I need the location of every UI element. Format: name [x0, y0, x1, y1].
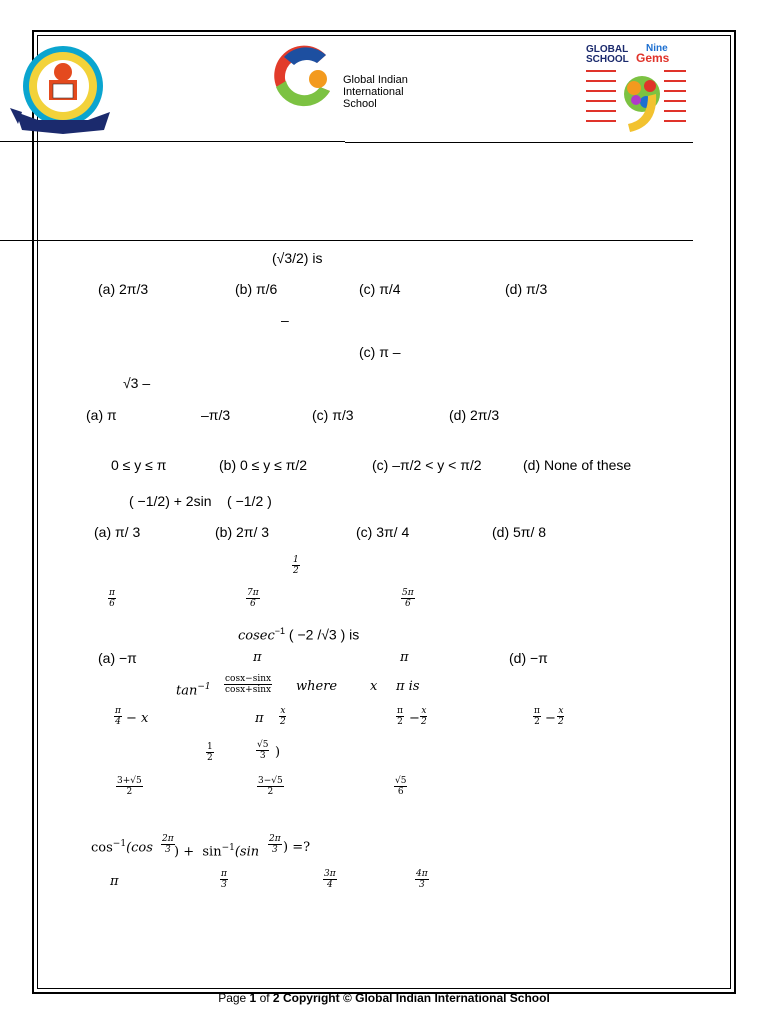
question-4-option-a: (a) π/ 3 [94, 524, 141, 540]
cosec-label: cosec [238, 628, 275, 644]
q7-b-x-over-2: $\frac{x}{2}$ [280, 706, 286, 727]
question-6-stem [238, 623, 359, 645]
cosec-rest: ( −2 /√3 ) is [285, 626, 360, 643]
q8-option-a: $\frac{3+√5}{2}$ [117, 776, 142, 797]
q7-c-pi-over-2: $\frac{\pi}{2}$ [397, 706, 403, 727]
question-1-option-a: (a) 2π/3 [98, 281, 149, 297]
q9-option-a: π [110, 874, 119, 889]
question-2-option-c: (c) π/3 [312, 407, 354, 423]
cosec-inverse-sup: −1 [274, 626, 286, 636]
q7-d-pi-over-2: $\frac{\pi}{2}$ [534, 706, 540, 727]
q8-root5-over-3: $\frac{√5}{3}$ [257, 740, 269, 761]
footer-page-total: 2 [272, 991, 280, 1005]
q7-c-x-over-2: $\frac{x}{2}$ [421, 706, 427, 727]
q9-cos-arg: (cos [126, 840, 153, 856]
question-2-option-d: (d) 2π/3 [449, 407, 500, 423]
q7-b-pi: π [255, 711, 264, 726]
where-text: where [296, 679, 338, 694]
q7-a-pi-over-4: $\frac{\pi}{4}$ [115, 706, 121, 727]
question-4-option-b: (b) 2π/ 3 [215, 524, 270, 540]
q8-option-c: $\frac{√5}{6}$ [395, 776, 407, 797]
dash-text: – [281, 312, 289, 328]
q8-close-paren: ) [275, 745, 281, 760]
q9-equals-question: ) =? [283, 840, 311, 855]
question-1-option-c: (c) π/4 [359, 281, 401, 297]
q9-stem-middle [174, 840, 259, 860]
footer-of: of [256, 991, 273, 1005]
q9-option-b: $\frac{\pi}{3}$ [221, 869, 227, 890]
question-4-stem: ( −1/2) + 2sin ( −1/2 ) [129, 493, 272, 509]
footer-page-number: 1 [249, 991, 257, 1005]
question-1-option-d: (d) π/3 [505, 281, 548, 297]
fraction-half: $\frac{1}{2}$ [293, 555, 299, 576]
tan-label [176, 679, 211, 699]
fraction-7pi-over-6: $\frac{7\pi}{6}$ [247, 588, 259, 609]
option-c-fragment: (c) π – [359, 344, 401, 360]
q9-cos: cos [91, 840, 113, 856]
footer-page-label: Page [218, 991, 250, 1005]
x-variable: x [370, 679, 378, 694]
q8-half: $\frac{1}{2}$ [207, 742, 213, 763]
school-name-line2: International [343, 86, 404, 98]
question-6-option-d: (d) −π [509, 650, 548, 666]
tan-text: tan [176, 683, 198, 699]
question-6-option-b: π [253, 650, 262, 665]
page-footer [0, 991, 768, 1005]
q7-d-minus: − [545, 711, 556, 726]
q9-plus-sin: ) + sin [174, 844, 222, 860]
fraction-pi-over-6: $\frac{\pi}{6}$ [109, 588, 115, 609]
q7-c-minus: − [409, 711, 420, 726]
question-6-option-a: (a) −π [98, 650, 137, 666]
footer-copyright: Copyright © Global Indian International School [279, 991, 550, 1005]
question-3-option-a: 0 ≤ y ≤ π [111, 457, 167, 473]
question-4-option-d: (d) 5π/ 8 [492, 524, 547, 540]
header-rule-bottom [0, 240, 693, 241]
fraction-cosx: $\frac{\cos x-\sin x}{\cos x+\sin x}$ [225, 674, 272, 695]
q9-option-c: $\frac{3\pi}{4}$ [324, 869, 336, 890]
fraction-5pi-over-6: $\frac{5\pi}{6}$ [402, 588, 414, 609]
question-1-stem: (√3/2) is [272, 250, 323, 266]
q9-option-d: $\frac{4\pi}{3}$ [416, 869, 428, 890]
header-rule-top-right [345, 142, 693, 143]
school-name-line1: Global Indian [343, 74, 408, 86]
question-4-option-c: (c) 3π/ 4 [356, 524, 410, 540]
svg-text:GLOBAL: GLOBAL [586, 44, 629, 55]
question-3-option-c: (c) –π/2 < y < π/2 [372, 457, 482, 473]
q9-cos-sup: −1 [112, 839, 127, 849]
nine-gems-logo [584, 40, 690, 138]
question-2-option-a: (a) π [86, 407, 117, 423]
question-2-option-b: –π/3 [201, 407, 231, 423]
q9-sin-arg: (sin [234, 844, 260, 860]
question-6-option-c: π [400, 650, 409, 665]
q9-sin-sup: −1 [221, 843, 235, 853]
question-3-option-b: (b) 0 ≤ y ≤ π/2 [219, 457, 308, 473]
cbse-seal-logo [8, 42, 114, 138]
school-logo-icon [270, 43, 340, 111]
header-rule-top [0, 141, 345, 142]
question-9-stem [91, 836, 153, 860]
q9-2pi-over-3-a: $\frac{2\pi}{3}$ [162, 834, 174, 855]
svg-text:SCHOOL: SCHOOL [586, 54, 629, 65]
sqrt3-fragment: √3 – [123, 375, 151, 391]
question-3-option-d: (d) None of these [523, 457, 632, 473]
svg-text:Gems: Gems [636, 51, 670, 65]
q8-option-b: $\frac{3-√5}{2}$ [258, 776, 283, 797]
q7-d-x-over-2: $\frac{x}{2}$ [558, 706, 564, 727]
school-name-line3: School [343, 98, 377, 110]
q7-a-minus-x: − x [126, 711, 149, 726]
question-1-option-b: (b) π/6 [235, 281, 278, 297]
svg-text:Nine: Nine [646, 43, 668, 54]
pi-is-text: π is [396, 679, 420, 694]
tan-inverse-sup: −1 [197, 682, 211, 692]
q9-2pi-over-3-b: $\frac{2\pi}{3}$ [269, 834, 281, 855]
